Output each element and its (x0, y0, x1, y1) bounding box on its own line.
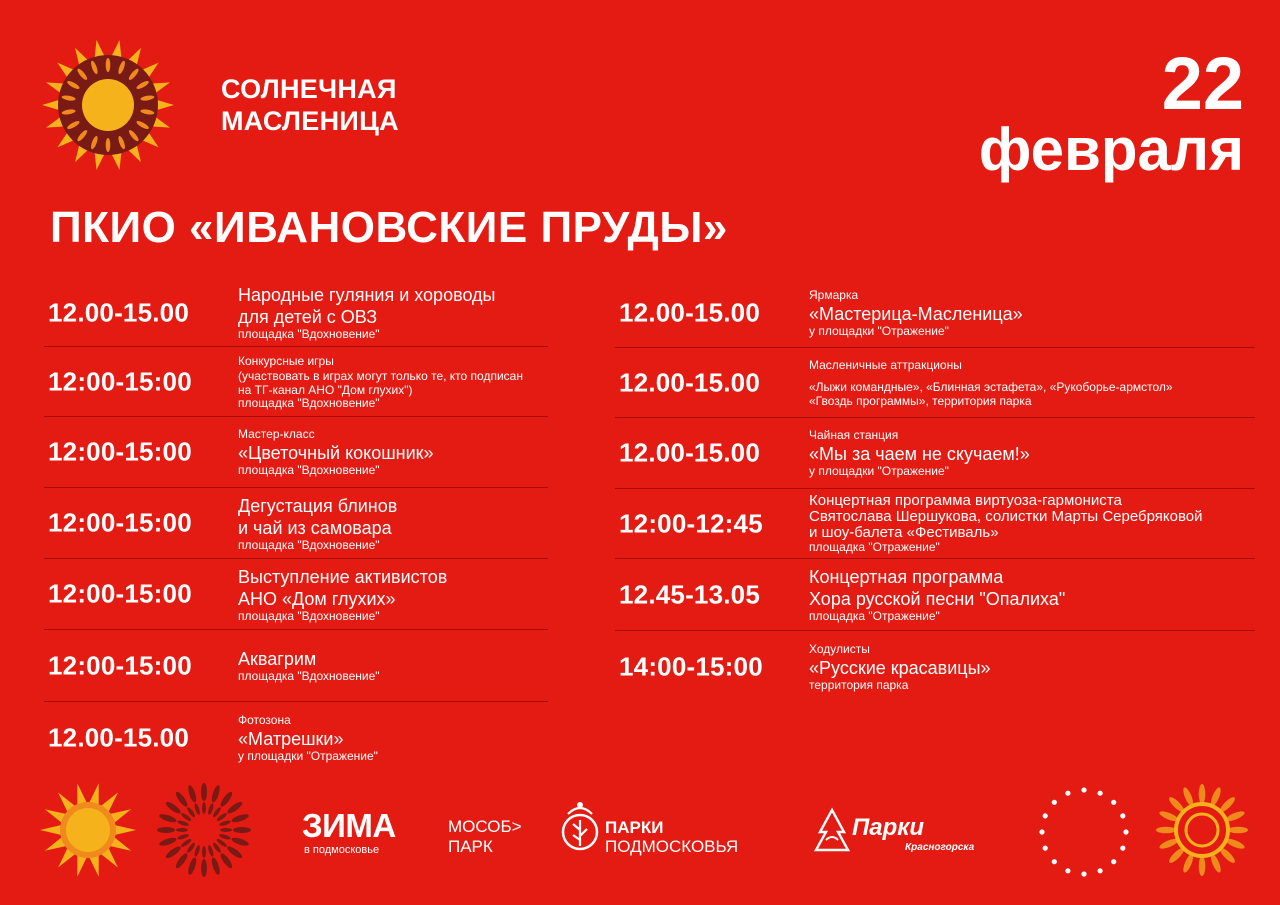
event-category: Ярмарка (809, 288, 859, 302)
event-row (44, 417, 548, 488)
event-row (44, 279, 548, 347)
event-time: 12:00-12:45 (619, 508, 763, 538)
event-row (615, 631, 1255, 703)
event-location: площадка "Вдохновение" (238, 395, 380, 410)
zima-logo-subtitle: в подмосковье (304, 844, 380, 856)
parki-podmoskovya-line-2: ПОДМОСКОВЬЯ (605, 837, 739, 856)
event-location: площадка "Вдохновение" (238, 537, 380, 552)
schedule-left-column (44, 279, 548, 774)
event-row (44, 347, 548, 417)
event-location: у площадки "Отражение" (238, 749, 378, 763)
event-location: площадка "Отражение" (809, 609, 940, 623)
event-info (238, 347, 598, 416)
event-location: площадка "Вдохновение" (238, 327, 380, 341)
venue-title: ПКИО «ИВАНОВСКИЕ ПРУДЫ» (50, 203, 728, 252)
mosobpark-logo (448, 817, 522, 857)
event-info (809, 279, 1269, 347)
date-month: февраля (978, 116, 1244, 183)
event-location: у площадки "Отражение" (809, 464, 949, 478)
event-row (615, 348, 1255, 418)
event-category: Фотозона (238, 713, 291, 727)
mosobpark-line-1: МОСОБ> (448, 817, 522, 836)
event-description: «Лыжи командные», «Блинная эстафета», «Рукоборье-армстол» «Гвоздь программы», территория парка (809, 379, 1173, 408)
event-category: Ходулисты (809, 642, 870, 656)
event-category: Масленичные аттракционы (809, 357, 962, 372)
event-row (615, 489, 1255, 559)
date-day: 22 (1161, 42, 1244, 125)
schedule-right-column (615, 279, 1255, 703)
event-row (44, 702, 548, 774)
event-location: площадка "Вдохновение" (238, 608, 380, 623)
event-time: 12:00-15:00 (48, 578, 192, 609)
event-info (238, 702, 598, 774)
event-time: 12.00-15.00 (619, 297, 760, 328)
event-time: 12:00-15:00 (48, 436, 192, 467)
event-info (238, 279, 598, 346)
event-time: 12.00-15.00 (48, 722, 189, 753)
event-row (44, 630, 548, 702)
event-row (44, 488, 548, 559)
brand-line-2: МАСЛЕНИЦА (221, 106, 399, 136)
event-time: 14:00-15:00 (619, 651, 763, 682)
event-location: площадка "Вдохновение" (238, 463, 380, 477)
event-row (615, 418, 1255, 489)
parki-podmoskovya-emblem-icon (560, 800, 600, 858)
event-row (44, 559, 548, 630)
event-title: Концертная программа виртуоза-гармониста Святослава Шершукова, солистки Марты Серебряковой и шоу-балета «Фестиваль» (809, 492, 1203, 541)
event-description: (участвовать в играх могут только те, кто подписан на ТГ-канал АНО "Дом глухих") (238, 368, 523, 397)
parki-krasnogorska-subtitle: Красногорска (905, 842, 975, 853)
event-row (615, 559, 1255, 631)
event-time: 12.00-15.00 (48, 297, 189, 327)
event-title: Дегустация блинов и чай из самовара (238, 495, 398, 538)
parki-krasnogorska-logo: Парки (852, 814, 925, 841)
dots-circle-icon (1036, 784, 1132, 880)
sun-orange-icon (36, 778, 140, 882)
event-info (809, 489, 1269, 558)
event-title: «Мастерица-Масленица» (809, 304, 1023, 324)
event-title: «Цветочный кокошник» (238, 443, 434, 463)
event-title: «Мы за чаем не скучаем!» (809, 444, 1030, 464)
parki-podmoskovya-line-1: ПАРКИ (605, 818, 664, 837)
event-time: 12.45-13.05 (619, 579, 760, 609)
event-title: «Русские красавицы» (809, 658, 991, 678)
event-location: территория парка (809, 678, 909, 692)
event-category: Мастер-класс (238, 427, 315, 441)
brand-line-1: СОЛНЕЧНАЯ (221, 74, 397, 104)
zima-logo: ЗИМА (302, 807, 396, 844)
event-time: 12:00-15:00 (48, 650, 192, 680)
event-info (809, 418, 1269, 488)
event-category: Конкурсные игры (238, 353, 334, 368)
parki-krasnogorska-emblem-icon (812, 806, 852, 858)
event-time: 12.00-15.00 (619, 437, 760, 468)
event-category: Чайная станция (809, 428, 899, 442)
sun-logo-icon (40, 22, 176, 188)
event-title: Народные гуляния и хороводы для детей с ОВЗ (238, 285, 496, 327)
event-row (615, 279, 1255, 348)
event-info (238, 559, 598, 629)
event-time: 12.00-15.00 (619, 367, 760, 397)
event-location: площадка "Вдохновение" (238, 669, 380, 683)
event-title: Выступление активистов АНО «Дом глухих» (238, 566, 448, 609)
brand-title (221, 73, 399, 137)
mosobpark-line-2: ПАРК (448, 837, 493, 856)
event-time: 12:00-15:00 (48, 507, 192, 538)
parki-podmoskovya-logo (605, 818, 738, 856)
event-time: 12:00-15:00 (48, 366, 192, 396)
event-info (809, 559, 1269, 630)
event-title: «Матрешки» (238, 729, 344, 749)
event-title: Аквагрим (238, 649, 317, 669)
event-title: Концертная программа Хора русской песни "Опалиха" (809, 567, 1066, 609)
event-info (809, 631, 1269, 703)
event-info (238, 630, 598, 701)
event-info (238, 488, 598, 558)
event-info (809, 348, 1269, 417)
event-location: площадка "Отражение" (809, 540, 940, 554)
sun-yellow-outline-icon (1150, 778, 1254, 882)
event-location: у площадки "Отражение" (809, 324, 949, 338)
event-info (238, 417, 598, 487)
sun-dark-icon (152, 778, 256, 882)
